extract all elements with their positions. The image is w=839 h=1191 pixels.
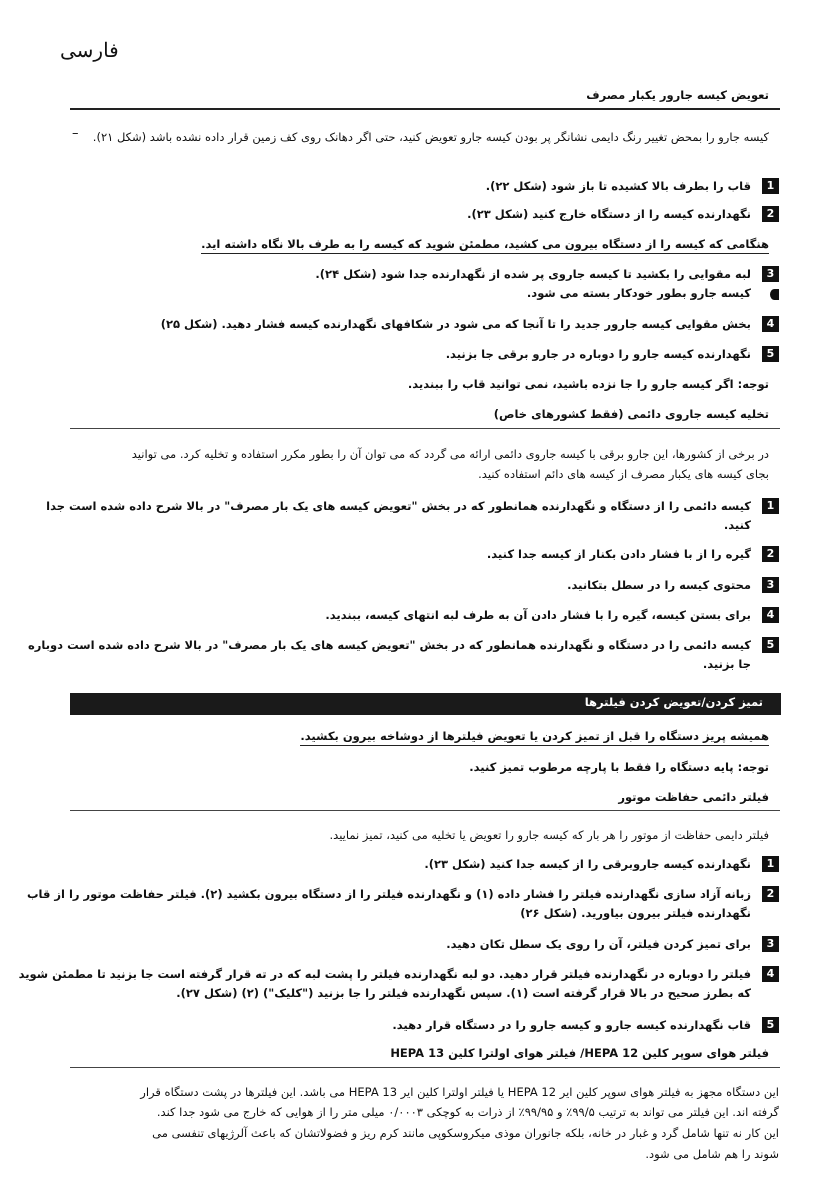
step-text: گیره را از با فشار دادن بکنار از کیسه جدا کنید. (486, 547, 751, 561)
step-text-continued: کنید. (723, 518, 751, 532)
step-text: کیسه دائمی را از دستگاه و نگهدارنده همانطور که در بخش "تعویض کیسه های یک بار مصرف" در بالا شرح داده شده است جدا (46, 499, 751, 513)
step-subtext: کیسه جارو بطور خودکار بسته می شود. (526, 286, 751, 300)
step-text: نگهدارنده کیسه جاروبرقی را از کیسه جدا کنید (شکل ۲۳). (424, 857, 751, 871)
warning-text: هنگامی که کیسه را از دستگاه بیرون می کشید، مطمئن شوید که کیسه را به طرف بالا نگاه داشته اید. (201, 237, 769, 254)
permanent-intro-line: بجای کیسه های یکبار مصرف از کیسه های دائم استفاده کنید. (478, 467, 769, 481)
step-number: 2 (762, 206, 779, 222)
dash-bullet: – (72, 126, 79, 141)
note-close-cover: توجه: اگر کیسه جارو را جا نزده باشید، نمی توانید قاب را ببندید. (407, 377, 769, 391)
warning-text: همیشه پریز دستگاه را قبل از تمیز کردن یا تعویض فیلترها از دوشاخه بیرون بکشید. (300, 729, 769, 746)
step-number: 2 (762, 886, 779, 902)
section-rule (70, 428, 780, 429)
filters-section-band (70, 693, 781, 715)
step-number: 3 (762, 266, 779, 282)
step-text-continued: که بطرز صحیح در بالا قرار گرفته است (۱). سپس نگهدارنده فیلتر را جا بزنید ("کلیک") (۲) (شکل ۲۷). (176, 986, 751, 1000)
step-text: نگهدارنده کیسه را از دستگاه خارج کنید (شکل ۲۳). (467, 207, 751, 221)
step-number: 3 (762, 936, 779, 952)
step-text: برای تمیز کردن فیلتر، آن را روی یک سطل تکان دهید. (446, 937, 751, 951)
step-text: کیسه دائمی را در دستگاه و نگهدارنده همانطور که در بخش "تعویض کیسه های یک بار مصرف" در بالا شرح داده شده است دوباره (27, 638, 751, 652)
step-text: فیلتر را دوباره در نگهدارنده فیلتر قرار دهید. دو لبه نگهدارنده فیلتر را پشت لبه که در ته قرار گرفته است جا بزنید تا مطمئن شوید (18, 967, 751, 981)
hepa-paragraph-line: این دستگاه مجهز به فیلتر هوای سوپر کلین ایر HEPA 12 یا فیلتر اولترا کلین ایر HEPA 13 می باشد. این فیلترها در پشت دستگاه قرار (140, 1085, 779, 1099)
motor-filter-heading: فیلتر دائمی حفاظت موتور (618, 790, 769, 804)
hepa-filter-heading: فیلتر هوای سوپر کلین HEPA 12/ فیلتر هوای اولترا کلین HEPA 13 (390, 1046, 769, 1060)
step-number: 4 (762, 966, 779, 982)
step-text: بخش مقوایی کیسه جارور جدید را تا آنجا که می شود در شکافهای نگهدارنده کیسه فشار دهید. (شکل ۲۵) (160, 317, 751, 331)
replace-bag-heading: تعویض کیسه جارور یکبار مصرف (586, 88, 769, 102)
step-text: زبانه آزاد سازی نگهدارنده فیلتر را فشار داده (۱) و نگهدارنده فیلتر را از دستگاه بیرون بکشید (۲). فیلتر حفاظت موتور را از قاب (26, 887, 751, 901)
step-number: 3 (762, 577, 779, 593)
replace-bag-intro: کیسه جارو را بمحض تغییر رنگ دایمی نشانگر پر بودن کیسه جارو تعویض کنید، حتی اگر دهانک روی کف زمین قرار داده نشده باشد (شکل ۲۱). (92, 130, 769, 144)
step-text: محتوی کیسه را در سطل بتکانید. (567, 578, 751, 592)
step-text: قاب نگهدارنده کیسه جارو و کیسه جارو را در دستگاه قرار دهید. (392, 1018, 751, 1032)
step-number: 1 (762, 856, 779, 872)
step-text: لبه مقوایی را بکشید تا کیسه جاروی پر شده از نگهدارنده جدا شود (شکل ۲۴). (315, 267, 751, 281)
step-number: 5 (762, 346, 779, 362)
filters-band-title: تمیز کردن/تعویض کردن فیلترها (584, 695, 763, 709)
language-label: فارسی (60, 38, 119, 62)
hepa-paragraph-line: این کار نه تنها شامل گرد و غبار در خانه، بلکه جانوران موذی میکروسکوپی مانند کرم ریز و فضولاتشان که باعث آلرژیهای تنفسی می (152, 1126, 779, 1140)
hepa-paragraph-line: شوند را هم شامل می شود. (645, 1147, 779, 1161)
step-number: 4 (762, 607, 779, 623)
step-text: نگهدارنده کیسه جارو را دوباره در جارو برقی جا بزنید. (445, 347, 751, 361)
section-rule (70, 108, 780, 110)
unplug-warning (300, 729, 769, 743)
step-number: 4 (762, 316, 779, 332)
bag-upright-warning (201, 237, 769, 251)
step-text-continued: جا بزنید. (702, 657, 751, 671)
step-text: قاب را بطرف بالا کشیده تا باز شود (شکل ۲۲). (485, 179, 751, 193)
step-number: 1 (762, 498, 779, 514)
step-number: 2 (762, 546, 779, 562)
step-text-continued: نگهدارنده فیلتر بیرون بیاورید. (شکل ۲۶) (520, 906, 751, 920)
permanent-bag-heading: تخلیه کیسه جاروی دائمی (فقط کشورهای خاص) (493, 407, 769, 421)
step-number: 5 (762, 637, 779, 653)
permanent-intro-line: در برخی از کشورها، این جارو برقی با کیسه جاروی دائمی ارائه می گردد که می توان آن را بطور مکرر استفاده و تخلیه کرد. می توانید (131, 447, 769, 461)
section-rule (70, 810, 780, 811)
step-text: برای بستن کیسه، گیره را با فشار دادن آن به طرف لبه انتهای کیسه، ببندید. (325, 608, 751, 622)
hepa-paragraph-line: گرفته اند. این فیلتر می تواند به ترتیب ۹۹/۵٪ و ۹۹/۹۵٪ از ذرات به کوچکی ۰/۰۰۰۳ میلی متر را از هوایی که خارج می شود جدا کند. (156, 1105, 779, 1119)
bullet-icon (770, 289, 779, 300)
motor-filter-intro: فیلتر دایمی حفاظت از موتور را هر بار که کیسه جارو را تعویض یا تخلیه می کنید، تمیز نمایید. (329, 828, 769, 842)
note-clean-base: توجه: پایه دستگاه را فقط با پارچه مرطوب تمیز کنید. (469, 760, 769, 774)
section-rule (70, 1067, 780, 1068)
step-number: 5 (762, 1017, 779, 1033)
step-number: 1 (762, 178, 779, 194)
